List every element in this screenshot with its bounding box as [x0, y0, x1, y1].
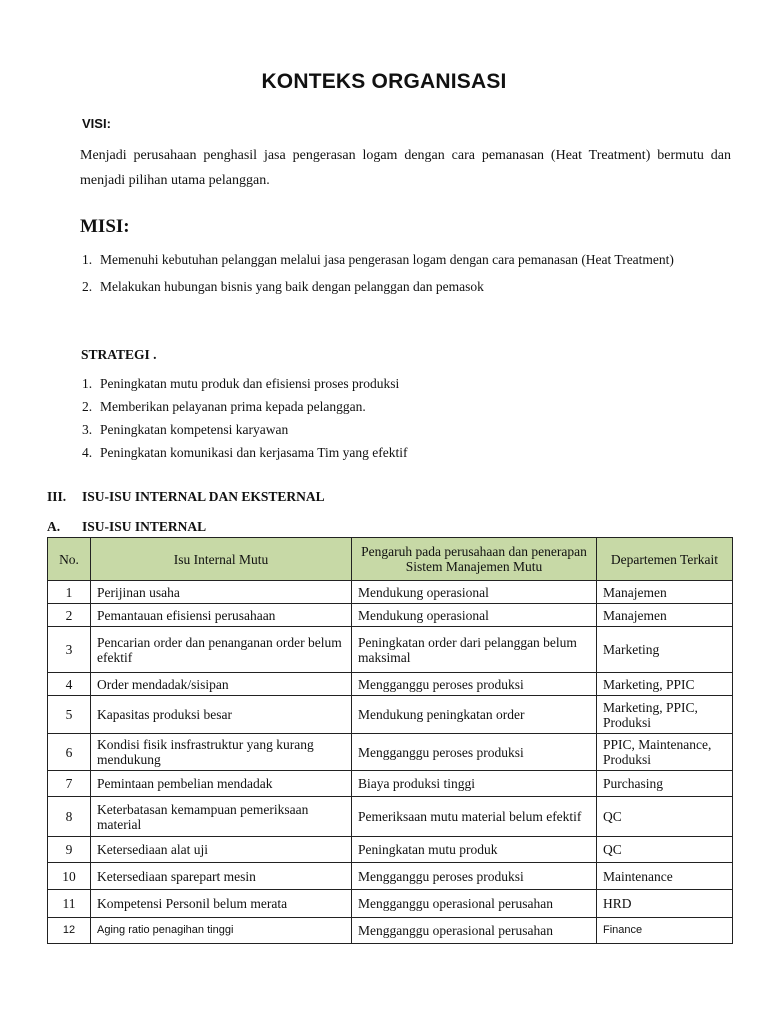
- cell-department: Finance: [597, 918, 733, 944]
- header-issue: Isu Internal Mutu: [91, 538, 352, 581]
- cell-impact: Mendukung operasional: [352, 581, 597, 604]
- table-row: [48, 734, 733, 771]
- header-impact: Pengaruh pada perusahaan dan penerapan Sistem Manajemen Mutu: [352, 538, 597, 581]
- cell-no: 5: [48, 696, 91, 734]
- strategi-item: 3. Peningkatan kompetensi karyawan: [82, 422, 289, 437]
- table-row: [48, 581, 733, 604]
- cell-department: Manajemen: [597, 581, 733, 604]
- misi-item: 2. Melakukan hubungan bisnis yang baik dengan pelanggan dan pemasok: [82, 279, 484, 294]
- cell-department: Marketing: [597, 627, 733, 673]
- cell-issue: Kompetensi Personil belum merata: [91, 890, 352, 918]
- page-title: KONTEKS ORGANISASI: [261, 70, 507, 93]
- cell-impact: Biaya produksi tinggi: [352, 771, 597, 797]
- internal-issues-table: [47, 537, 733, 944]
- visi-heading: VISI:: [82, 116, 111, 131]
- cell-issue: Kapasitas produksi besar: [91, 696, 352, 734]
- cell-impact: Mengganggu operasional perusahan: [352, 890, 597, 918]
- cell-issue: Ketersediaan alat uji: [91, 837, 352, 863]
- cell-impact: Pemeriksaan mutu material belum efektif: [352, 797, 597, 837]
- cell-issue: Order mendadak/sisipan: [91, 673, 352, 696]
- cell-no: 1: [48, 581, 91, 604]
- table-row: [48, 918, 733, 944]
- cell-no: 8: [48, 797, 91, 837]
- table-row: [48, 673, 733, 696]
- table-row: [48, 837, 733, 863]
- table-header-row: [48, 538, 733, 581]
- cell-impact: Mendukung operasional: [352, 604, 597, 627]
- cell-impact: Mengganggu peroses produksi: [352, 734, 597, 771]
- table-row: [48, 696, 733, 734]
- cell-no: 6: [48, 734, 91, 771]
- cell-no: 3: [48, 627, 91, 673]
- cell-department: PPIC, Maintenance, Produksi: [597, 734, 733, 771]
- cell-impact: Mendukung peningkatan order: [352, 696, 597, 734]
- cell-issue: Pencarian order dan penanganan order belum efektif: [91, 627, 352, 673]
- cell-department: HRD: [597, 890, 733, 918]
- cell-no: 7: [48, 771, 91, 797]
- misi-item: 1. Memenuhi kebutuhan pelanggan melalui jasa pengerasan logam dengan cara pemanasan (Heat Treatment): [82, 252, 674, 267]
- cell-issue: Aging ratio penagihan tinggi: [91, 918, 352, 944]
- cell-department: Purchasing: [597, 771, 733, 797]
- cell-issue: Ketersediaan sparepart mesin: [91, 863, 352, 890]
- cell-no: 2: [48, 604, 91, 627]
- strategi-item: 1. Peningkatan mutu produk dan efisiensi proses produksi: [82, 376, 400, 391]
- strategi-heading: STRATEGI .: [81, 347, 157, 362]
- table-row: [48, 771, 733, 797]
- cell-issue: Pemantauan efisiensi perusahaan: [91, 604, 352, 627]
- misi-heading: MISI:: [80, 216, 130, 237]
- table-row: [48, 627, 733, 673]
- strategi-item: 2. Memberikan pelayanan prima kepada pelanggan.: [82, 399, 366, 414]
- table-row: [48, 890, 733, 918]
- section-heading-a: A. ISU-ISU INTERNAL: [47, 519, 207, 534]
- section-heading-iii: III. ISU-ISU INTERNAL DAN EKSTERNAL: [47, 489, 325, 504]
- cell-impact: Mengganggu operasional perusahan: [352, 918, 597, 944]
- strategi-list: [82, 374, 676, 466]
- cell-impact: Peningkatan mutu produk: [352, 837, 597, 863]
- misi-list: [82, 250, 676, 304]
- cell-no: 11: [48, 890, 91, 918]
- header-no: No.: [48, 538, 91, 581]
- strategi-item: 4. Peningkatan komunikasi dan kerjasama Tim yang efektif: [82, 445, 408, 460]
- cell-no: 10: [48, 863, 91, 890]
- header-department: Departemen Terkait: [597, 538, 733, 581]
- table-row: [48, 604, 733, 627]
- cell-department: Marketing, PPIC, Produksi: [597, 696, 733, 734]
- cell-issue: Keterbatasan kemampuan pemeriksaan material: [91, 797, 352, 837]
- cell-impact: Mengganggu peroses produksi: [352, 673, 597, 696]
- cell-department: QC: [597, 797, 733, 837]
- cell-department: QC: [597, 837, 733, 863]
- cell-no: 9: [48, 837, 91, 863]
- table-row: [48, 863, 733, 890]
- cell-no: 4: [48, 673, 91, 696]
- cell-impact: Peningkatan order dari pelanggan belum maksimal: [352, 627, 597, 673]
- cell-no: 12: [48, 918, 91, 944]
- cell-issue: Kondisi fisik insfrastruktur yang kurang mendukung: [91, 734, 352, 771]
- table-row: [48, 797, 733, 837]
- cell-issue: Pemintaan pembelian mendadak: [91, 771, 352, 797]
- visi-text: Menjadi perusahaan penghasil jasa pengerasan logam dengan cara pemanasan (Heat Treatment) bermutu dan menjadi pilihan utama pelanggan.: [80, 148, 731, 188]
- cell-impact: Mengganggu peroses produksi: [352, 863, 597, 890]
- cell-department: Marketing, PPIC: [597, 673, 733, 696]
- cell-issue: Perijinan usaha: [91, 581, 352, 604]
- cell-department: Manajemen: [597, 604, 733, 627]
- cell-department: Maintenance: [597, 863, 733, 890]
